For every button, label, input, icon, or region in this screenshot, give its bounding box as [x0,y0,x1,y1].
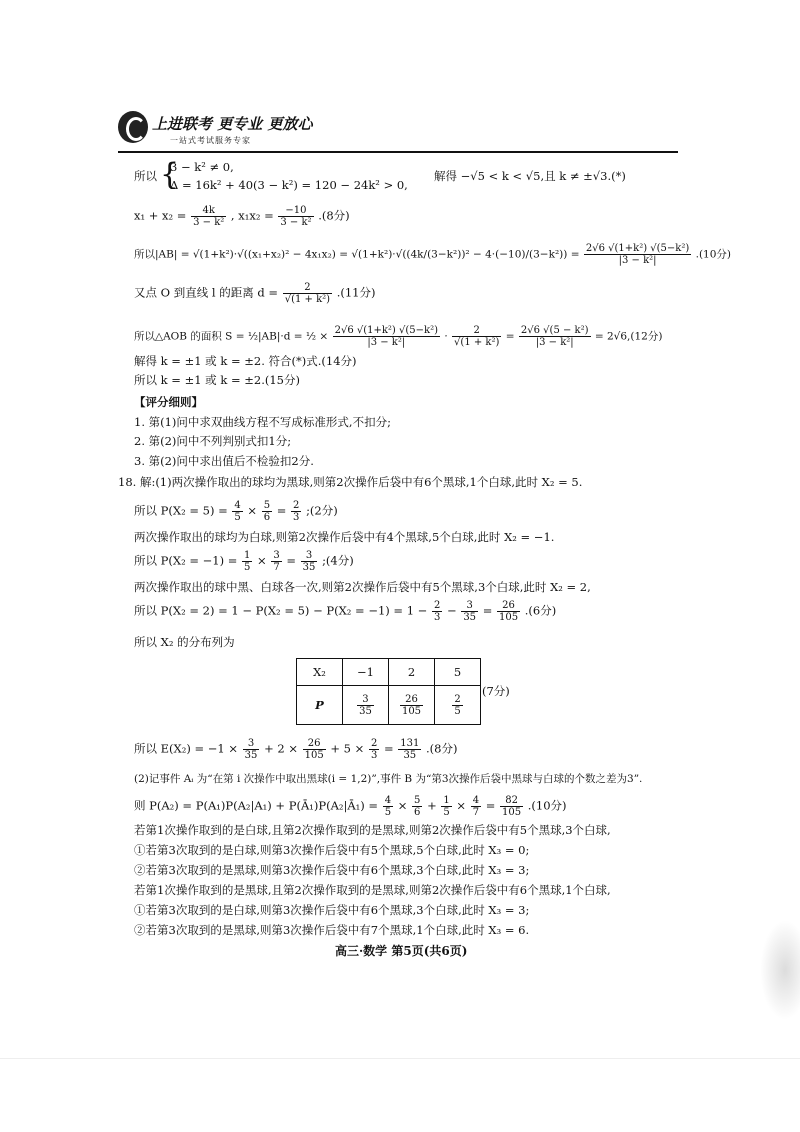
expectation-line [134,738,457,761]
table-cell: −1 [343,659,389,686]
case-mixed: 两次操作取出的球中黑、白球各一次,则第2次操作后袋中有5个黑球,3个白球,此时 X₂ = 2, [134,580,591,594]
text: × [257,553,267,568]
fraction: $\frac{131}{35}$ [400,738,420,761]
page-footer: 高三·数学 第5页(共6页) [335,944,468,958]
text: .(10分) [527,798,567,813]
fraction: $\frac{1}{5}$ [244,550,251,573]
text: .(8分) [318,208,350,223]
text: × [456,798,467,813]
text: = [383,741,394,756]
text: ;(2分) [306,503,338,518]
text: × [247,503,258,518]
scan-smudge [760,920,800,1020]
prob-x2-neg1-line [134,550,354,573]
fraction: $\frac{4}{5}$ [384,795,392,818]
chord-length-line [134,243,731,266]
fraction: $\frac{\text{2√6 √(5 − k²)}}{\text{|3 − k²|}}$ [520,325,589,348]
fraction: $\frac{26}{105}$ [304,738,324,761]
table-cell: P [297,686,343,725]
text: x₁ + x₂ = [134,208,187,223]
text: = 2√6,(12分) [594,330,663,343]
conclusion-line: 所以 k = ±1 或 k = ±2.(15分) [134,373,300,387]
case-white-white: 两次操作取出的球均为白球,则第2次操作后袋中有4个黑球,5个白球,此时 X₂ = −1. [134,530,555,544]
text: 则 P(A₂) = P(A₁)P(A₂|A₁) + P(Ā₁)P(A₂|Ā₁) = [134,798,379,813]
fraction: $\frac{3}{35}$ [463,600,477,623]
system-eq-1: 3 − k² ≠ 0, [170,160,234,174]
grading-rule-3: 3. 第(2)问中求出值后不检验扣2分. [134,454,314,468]
table-cell: $\frac{3}{35}$ [343,686,389,725]
brand-logo [118,109,313,151]
text: = [276,503,287,518]
table-cell: $\frac{26}{105}$ [389,686,435,725]
fraction: $\frac{2}{\text{√(1 + k²)}}$ [284,282,331,305]
fraction: $\frac{\text{2√6 √(1+k²) √(5−k²)}}{\text{|3 − k²|}}$ [334,325,439,348]
table-score: (7分) [482,684,510,698]
logo-subtitle: 一站式考试服务专家 [170,136,251,145]
fraction: $\frac{\text{2√6 √(1+k²) √(5−k²)}}{\text{|3 − k²|}}$ [585,243,690,266]
fraction: $\frac{5}{6}$ [263,500,271,523]
prob-x2-5-line [134,500,338,523]
text: = [505,330,515,343]
text: , x₁x₂ = [230,208,274,223]
solution-line: 解得 k = ±1 或 k = ±2. 符合(*)式.(14分) [134,354,357,368]
system-result: 解得 −√5 < k < √5,且 k ≠ ±√3.(*) [434,169,626,183]
fraction: $\frac{1}{5}$ [443,795,450,818]
text: − [447,603,457,618]
text: .(6分) [524,603,557,618]
fraction: $\frac{4k}{\text{3 − k²}}$ [193,205,225,228]
text: + [427,798,437,813]
line-prefix: 所以 [134,169,157,183]
text: = [482,603,493,618]
part-2-definition: (2)记事件 Aᵢ 为“在第 i 次操作中取出黑球(i = 1,2)”,事件 B 为“第3次操作后袋中黑球与白球的个数之差为3”. [134,773,643,785]
table-cell: X₂ [297,659,343,686]
problem-18-start: 18. 解:(1)两次操作取出的球均为黑球,则第2次操作后袋中有6个黑球,1个白球,此时 X₂ = 5. [118,475,583,489]
table-row [297,686,481,725]
text: .(10分) [695,248,732,261]
text: ;(4分) [322,553,354,568]
header-rule [118,151,678,153]
fraction: $\frac{2}{3}$ [370,738,378,761]
case-line-6: ②若第3次取到的是黑球,则第3次操作后袋中有7个黑球,1个白球,此时 X₃ = 6. [134,923,530,937]
fraction: $\frac{3}{35}$ [302,550,316,573]
text: 又点 O 到直线 l 的距离 d = [134,285,279,300]
text: 所以 P(X₂ = 2) = 1 − P(X₂ = 5) − P(X₂ = −1) = 1 − [134,603,428,618]
fraction: $\frac{2}{3}$ [293,500,300,523]
brace-icon: { [160,157,180,192]
text: + 5 × [330,741,365,756]
fraction: $\frac{4}{5}$ [234,500,241,523]
distribution-intro: 所以 X₂ 的分布列为 [134,635,235,649]
prob-x2-2-line [134,600,556,623]
case-line-2: ①若第3次取到的是白球,则第3次操作后袋中有5个黑球,5个白球,此时 X₃ = 0; [134,843,530,857]
fraction: $\frac{-10}{\text{3 − k²}}$ [280,205,312,228]
fraction: $\frac{3}{35}$ [244,738,258,761]
distance-line [134,282,375,305]
case-line-1: 若第1次操作取到的是白球,且第2次操作取到的是黑球,则第2次操作后袋中有5个黑球,3个白球, [134,823,611,837]
text: 所以 P(X₂ = −1) = [134,553,238,568]
case-line-3: ②若第3次取到的是黑球,则第3次操作后袋中有6个黑球,3个白球,此时 X₃ = 3; [134,863,530,877]
fraction: $\frac{5}{6}$ [414,795,421,818]
grading-rule-1: 1. 第(1)问中求双曲线方程不写成标准形式,不扣分; [134,415,391,429]
text: 所以△AOB 的面积 S = ½|AB|·d = ½ × [134,330,329,343]
fraction: $\frac{26}{105}$ [499,600,519,623]
fraction: $\frac{2}{\text{√(1 + k²)}}$ [454,325,500,348]
distribution-table [296,658,481,725]
text: = [286,553,297,568]
prob-a2-line [134,795,567,818]
text: + 2 × [264,741,298,756]
text: 所以 P(X₂ = 5) = [134,503,228,518]
logo-title: 上进联考 更专业 更放心 [152,115,313,133]
grading-heading: 【评分细则】 [134,395,203,409]
text: · [444,330,448,343]
area-line [134,325,662,348]
table-cell: 5 [435,659,481,686]
table-cell: 2 [389,659,435,686]
scan-edge [0,1058,800,1059]
roots-relation-line [134,205,350,228]
table-cell: $\frac{2}{5}$ [435,686,481,725]
text: 所以|AB| = √(1+k²)·√((x₁+x₂)² − 4x₁x₂) = √(1+k²)·√((4k/(3−k²))² − 4·(−10)/(3−k²)) = [134,248,580,261]
grading-rule-2: 2. 第(2)问中不列判别式扣1分; [134,434,292,448]
fraction: $\frac{2}{3}$ [433,600,441,623]
fraction: $\frac{82}{105}$ [502,795,522,818]
fraction: $\frac{4}{7}$ [472,795,480,818]
text: = [485,798,496,813]
text: .(11分) [336,285,376,300]
system-eq-2: Δ = 16k² + 40(3 − k²) = 120 − 24k² > 0, [170,178,408,192]
fraction: $\frac{3}{7}$ [273,550,280,573]
case-line-4: 若第1次操作取到的是黑球,且第2次操作取到的是黑球,则第2次操作后袋中有6个黑球,1个白球, [134,883,611,897]
text: 所以 E(X₂) = −1 × [134,741,239,756]
text: × [397,798,408,813]
table-row [297,659,481,686]
text: .(8分) [426,741,458,756]
case-line-5: ①若第3次取到的是白球,则第3次操作后袋中有6个黑球,3个白球,此时 X₃ = 3; [134,903,530,917]
logo-swirl-icon [118,111,148,143]
